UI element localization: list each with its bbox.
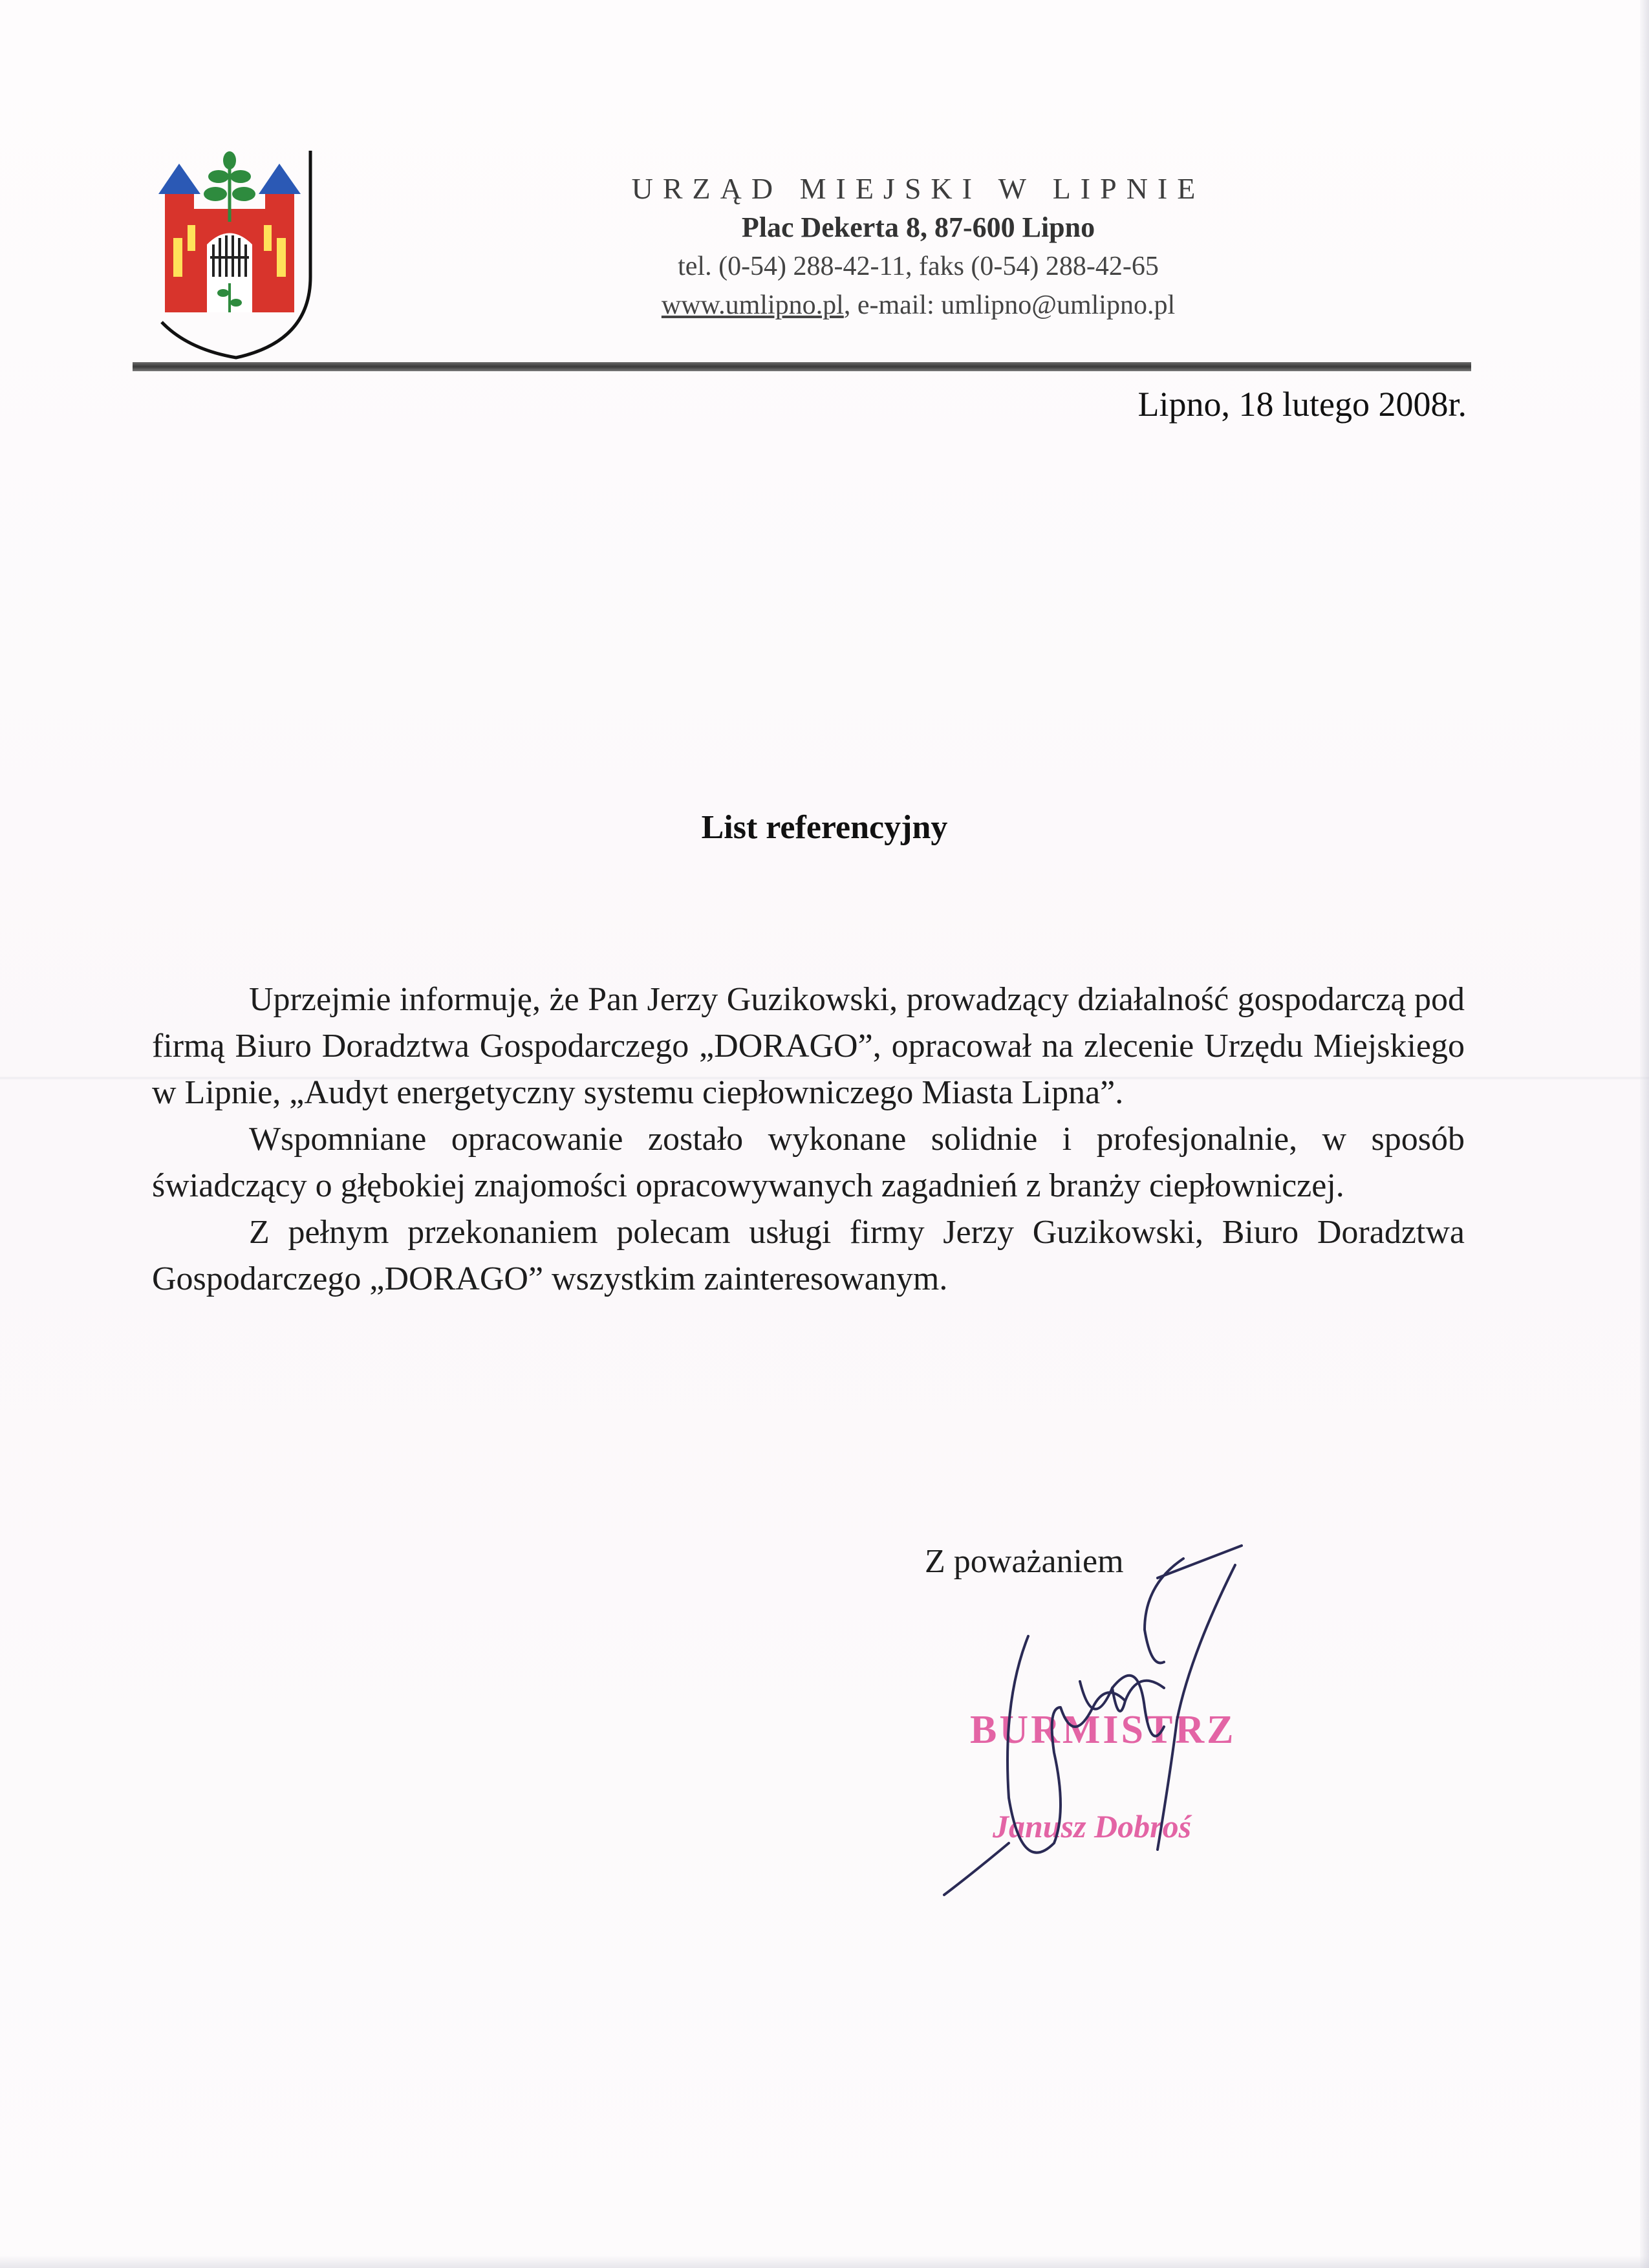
- scan-edge-right: [1640, 0, 1649, 2268]
- letterhead: [336, 169, 1500, 325]
- body-paragraph-1: Uprzejmie informuję, że Pan Jerzy Guzikowski, prowadzący działalność gospodarczą pod firmą Biuro Doradztwa Gospodarczego „DORAGO”, opracował na zlecenie Urzędu Miejskiego w Lipnie, „Audyt energetyczny systemu ciepłowniczego Miasta Lipna”.: [152, 981, 1465, 1111]
- letter-body: [152, 977, 1465, 1302]
- email-address[interactable]: umlipno@umlipno.pl: [941, 290, 1176, 320]
- coat-of-arms-icon: [149, 147, 323, 364]
- office-address: Plac Dekerta 8, 87-600 Lipno: [741, 211, 1095, 243]
- scan-edge-bottom: [0, 2256, 1649, 2268]
- letterhead-divider: [133, 362, 1471, 371]
- handwritten-signature-icon: [931, 1539, 1293, 1914]
- office-phone: tel. (0-54) 288-42-11, faks (0-54) 288-42-65: [678, 252, 1159, 281]
- body-paragraph-3: Z pełnym przekonaniem polecam usługi firmy Jerzy Guzikowski, Biuro Doradztwa Gospodarczego „DORAGO” wszystkim zainteresowanym.: [152, 1214, 1465, 1297]
- website-link[interactable]: www.umlipno.pl: [661, 290, 844, 320]
- office-name: URZĄD MIEJSKI W LIPNIE: [631, 172, 1205, 205]
- letter-date: Lipno, 18 lutego 2008r.: [1137, 385, 1467, 424]
- body-paragraph-2: Wspomniane opracowanie zostało wykonane solidnie i profesjonalnie, w sposób świadczący o głębokiej znajomości opracowywanych zagadnień z branży ciepłowniczej.: [152, 1121, 1465, 1204]
- closing-salutation: Z poważaniem: [925, 1543, 1124, 1580]
- office-contact: [336, 286, 1500, 325]
- stamp-title: BURMISTRZ: [970, 1708, 1236, 1752]
- email-prefix: , e-mail:: [843, 290, 942, 320]
- letter-title: List referencyjny: [701, 809, 948, 846]
- stamp-name: Janusz Dobroś: [993, 1808, 1192, 1844]
